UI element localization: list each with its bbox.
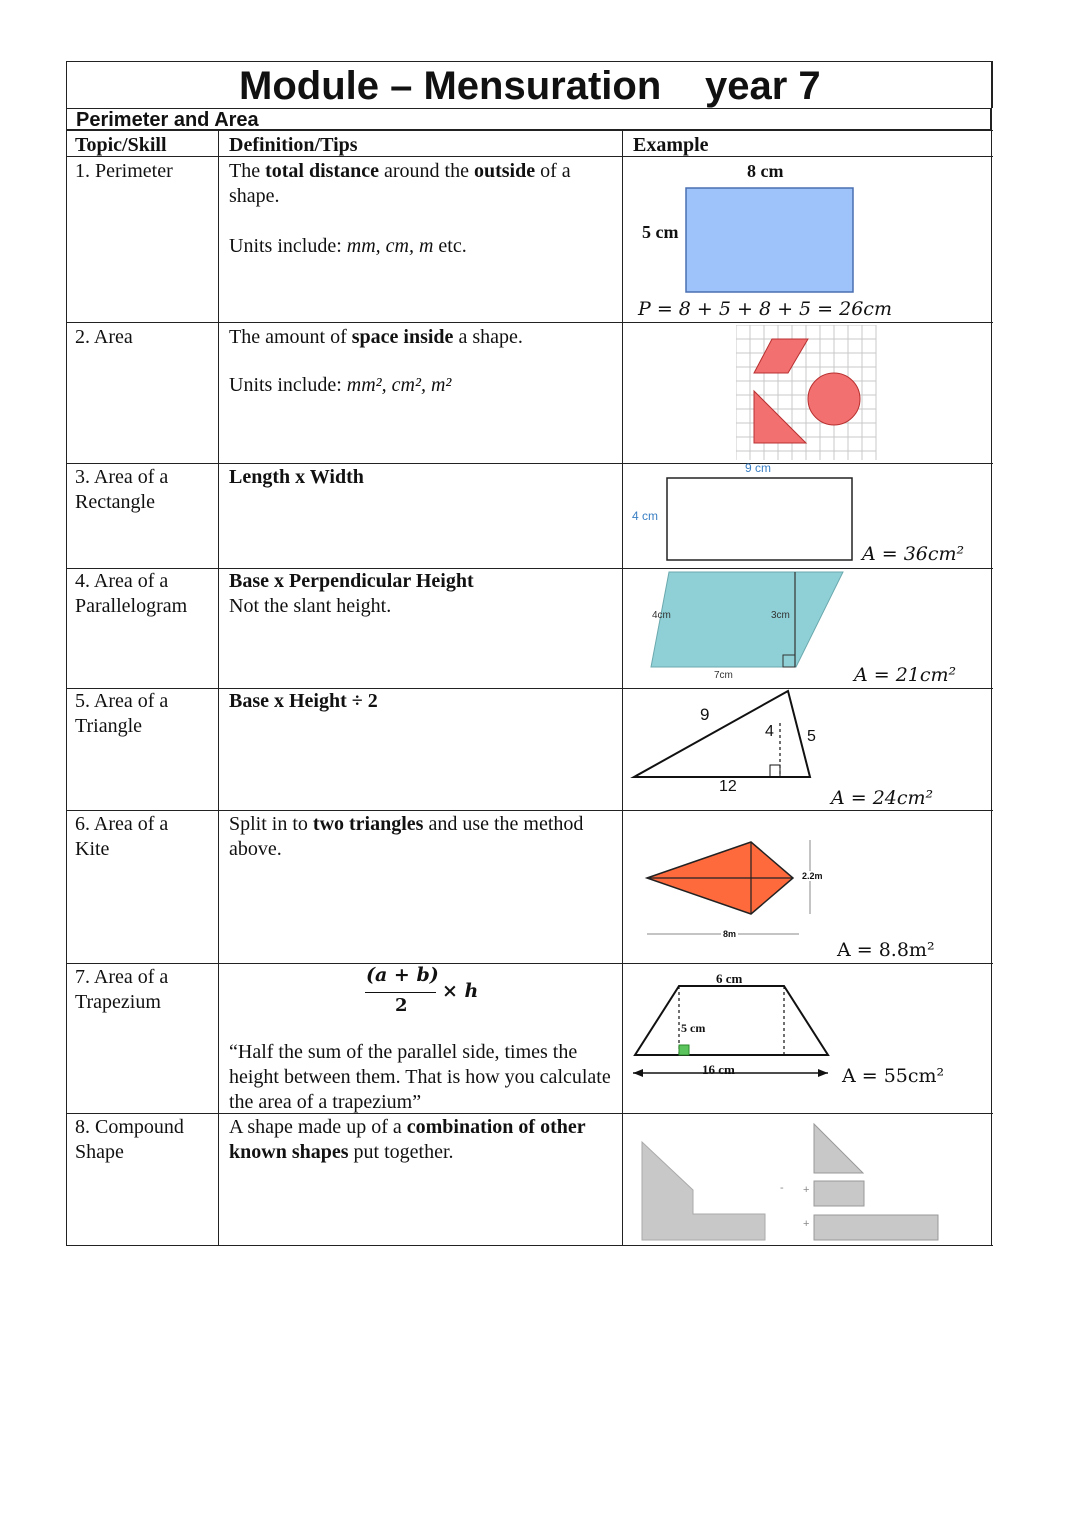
- compound-plus-2: +: [803, 1218, 810, 1230]
- trapezium-formula-denominator: 2: [395, 995, 408, 1016]
- def-perimeter: The total distance around the outside of a shape.: [229, 160, 571, 207]
- triangle-answer: A = 24cm²: [831, 787, 934, 809]
- topic-compound: 8. Compound Shape: [75, 1116, 184, 1163]
- trapezium-diagram: [623, 965, 991, 1113]
- def-rectangle: Length x Width: [229, 466, 364, 488]
- rectangle-shape: [667, 478, 852, 560]
- def-triangle: Base x Height ÷ 2: [229, 690, 378, 712]
- perimeter-side-label: 5 cm: [642, 222, 679, 242]
- title-bar: [66, 61, 993, 108]
- perimeter-formula: P = 8 + 5 + 8 + 5 = 26cm: [638, 298, 892, 320]
- parallelogram-base-label: 7cm: [714, 670, 733, 681]
- trapezium-base-label: 16 cm: [702, 1062, 735, 1077]
- topic-perimeter: 1. Perimeter: [75, 160, 173, 182]
- page-title: Module – Mensuration: [239, 64, 662, 108]
- kite-diagram: [623, 812, 991, 963]
- kite-height-label: 2.2m: [802, 871, 823, 881]
- rectangle-width-label: 9 cm: [745, 461, 772, 475]
- area-triangle: [754, 391, 806, 443]
- compound-rectangle-part: [814, 1215, 938, 1240]
- trapezium-height-label: 5 cm: [681, 1021, 706, 1035]
- compound-shape: [642, 1142, 765, 1240]
- trapezium-formula-numerator: (a + b): [366, 964, 439, 986]
- def-compound: A shape made up of a combination of other known shapes put together.: [229, 1116, 586, 1163]
- parallelogram-shape: [651, 572, 843, 667]
- rectangle-height-label: 4 cm: [632, 509, 659, 523]
- header-definition: Definition/Tips: [229, 134, 358, 156]
- def-area: The amount of space inside a shape.: [229, 326, 523, 348]
- units-area: Units include: mm², cm², m²: [229, 374, 452, 396]
- topic-rectangle: 3. Area of a Rectangle: [75, 466, 169, 513]
- kite-answer: A = 8.8m²: [837, 939, 935, 961]
- trapezium-answer: A = 55cm²: [842, 1065, 945, 1087]
- def-trapezium-quote: “Half the sum of the parallel side, times the height between them. That is how you calculate the area of a trapezium”: [229, 1041, 611, 1113]
- parallelogram-height-label: 3cm: [771, 610, 790, 621]
- topic-parallelogram: 4. Area of a Parallelogram: [75, 570, 188, 617]
- header-example: Example: [633, 134, 709, 156]
- compound-minus: -: [780, 1182, 784, 1194]
- units-perimeter: Units include: mm, cm, m etc.: [229, 235, 467, 257]
- compound-plus-1: +: [803, 1184, 810, 1196]
- triangle-shape: [634, 691, 810, 777]
- perimeter-rectangle: [686, 188, 853, 292]
- topic-kite: 6. Area of a Kite: [75, 813, 169, 860]
- header-topic: Topic/Skill: [75, 134, 167, 156]
- triangle-base-label: 12: [719, 778, 737, 795]
- trapezium-formula-tail: × h: [442, 980, 479, 1002]
- compound-square-part: [814, 1181, 864, 1206]
- def-kite: Split in to two triangles and use the method above.: [229, 813, 584, 860]
- mensuration-sheet: [66, 61, 993, 1246]
- triangle-right-label: 5: [807, 728, 816, 745]
- area-parallelogram: [754, 339, 808, 373]
- def-parallelogram: Base x Perpendicular Height Not the slant height.: [229, 570, 474, 617]
- parallelogram-answer: A = 21cm²: [854, 664, 957, 686]
- area-grid-diagram: [736, 325, 881, 465]
- area-circle: [808, 373, 860, 425]
- parallelogram-slant-label: 4cm: [652, 610, 671, 621]
- perimeter-top-label: 8 cm: [747, 161, 784, 181]
- trapezium-shape: [635, 986, 828, 1055]
- triangle-diagram: [623, 689, 991, 810]
- compound-triangle-part: [814, 1124, 863, 1173]
- section-heading: Perimeter and Area: [66, 108, 991, 130]
- triangle-height-label: 4: [765, 723, 774, 740]
- kite-width-label: 8m: [723, 929, 737, 939]
- topic-trapezium: 7. Area of a Trapezium: [75, 966, 169, 1013]
- topic-area: 2. Area: [75, 326, 133, 348]
- rectangle-answer: A = 36cm²: [862, 543, 965, 565]
- year-label: year 7: [705, 64, 821, 108]
- trapezium-top-label: 6 cm: [716, 971, 743, 986]
- topic-triangle: 5. Area of a Triangle: [75, 690, 169, 737]
- triangle-side-label: 9: [700, 705, 710, 724]
